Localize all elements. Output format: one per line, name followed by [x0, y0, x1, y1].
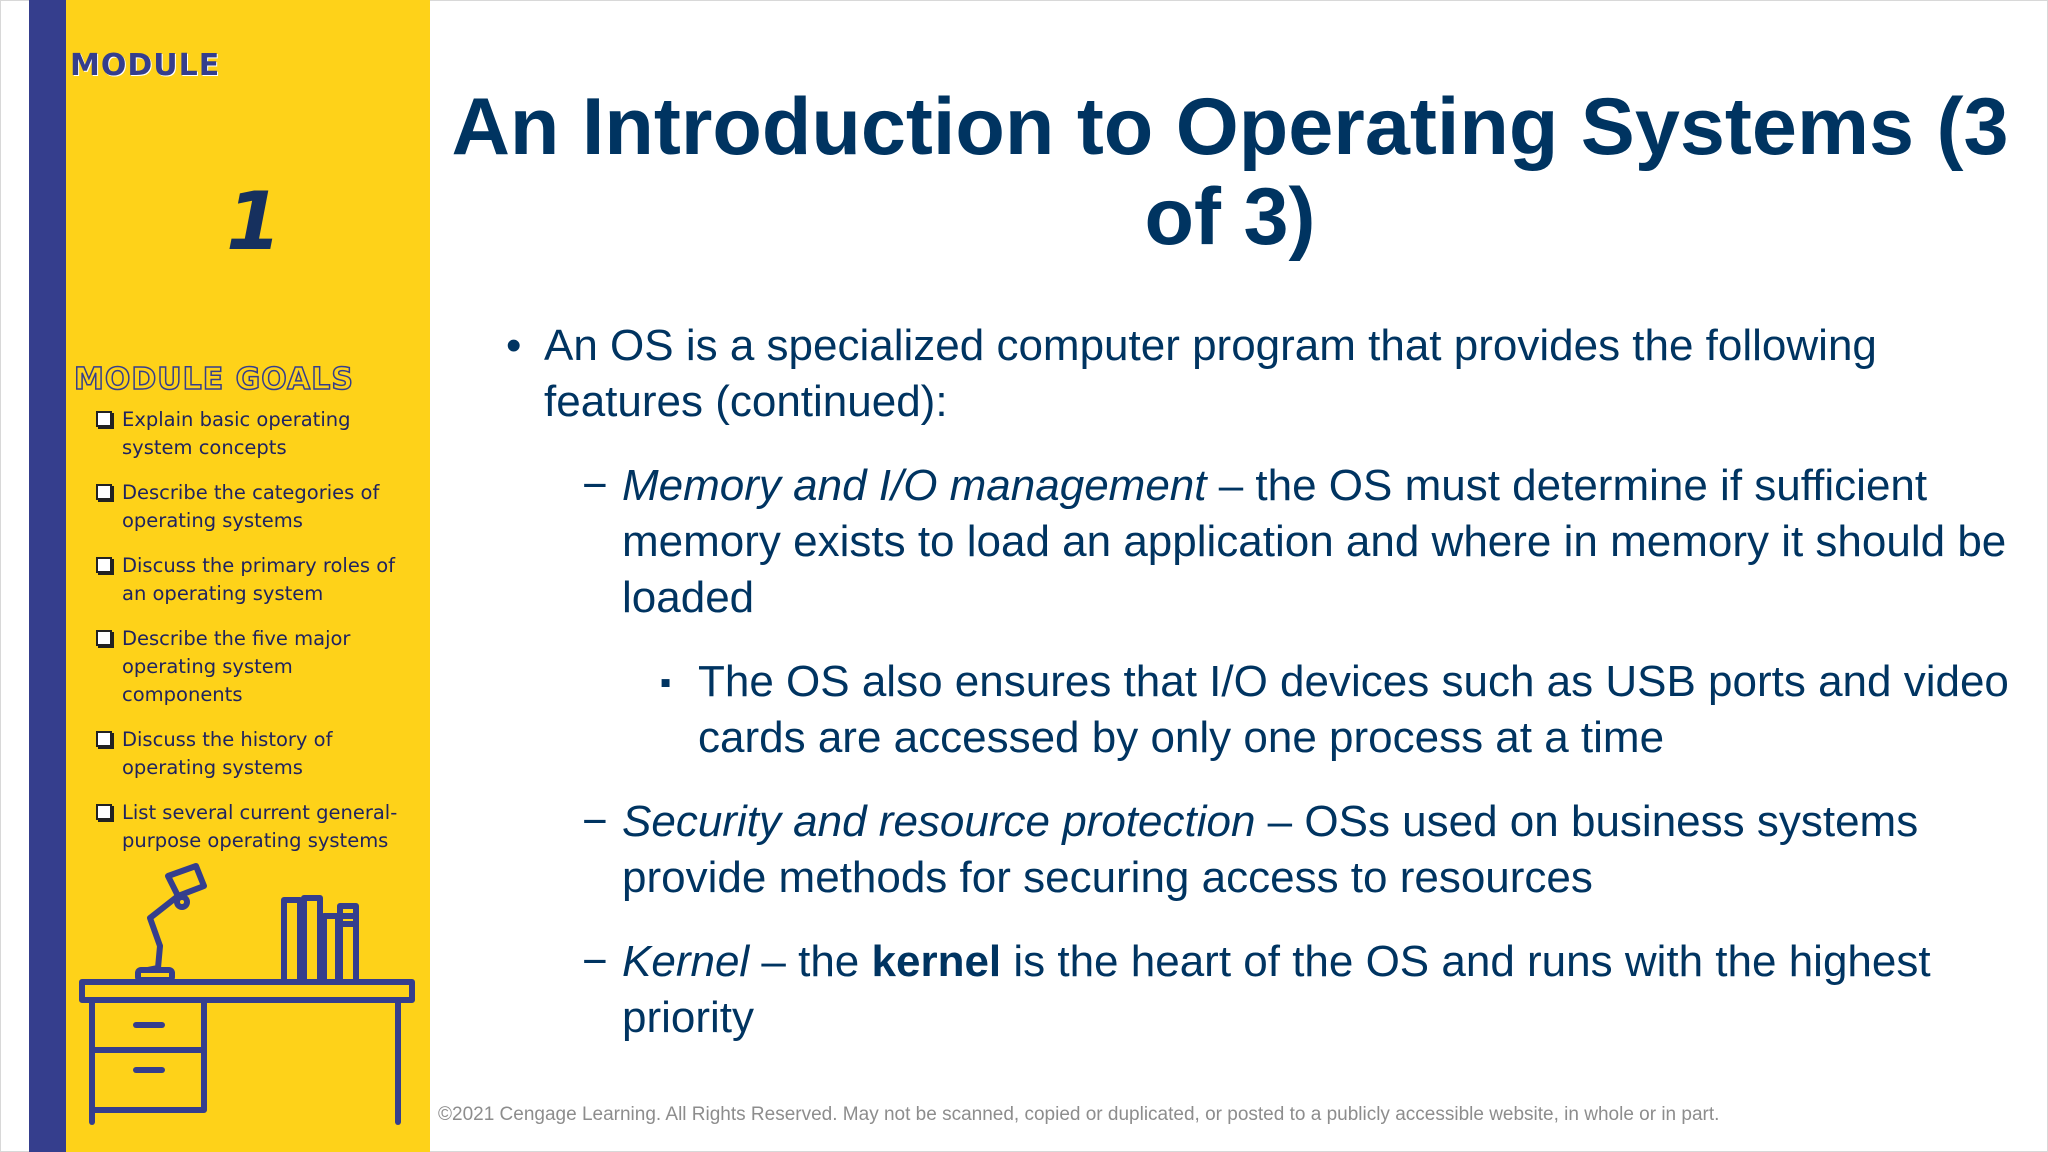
slide-body — [498, 318, 2018, 1074]
checkbox-icon — [96, 731, 112, 747]
memory-text: the OS must determine if sufficient memory exists to load an application and where in memory it should be loaded — [622, 461, 2007, 622]
module-label: MODULE — [70, 48, 221, 83]
kernel-text-post: is the heart of the OS and runs with the highest priority — [622, 937, 1931, 1042]
bullet-memory — [498, 458, 2018, 626]
separator: – — [1255, 797, 1305, 846]
bullet-text: An OS is a specialized computer program that provides the following features (continued): — [544, 321, 1877, 426]
bullet-intro — [498, 318, 2018, 430]
slide-title: An Introduction to Operating Systems (3 of 3) — [451, 82, 2009, 262]
goal-item — [96, 552, 426, 608]
checkbox-icon — [96, 411, 112, 427]
goal-text: Describe the categories of operating systems — [122, 481, 380, 532]
security-text: OSs used on business systems provide methods for securing access to resources — [622, 797, 1919, 902]
kernel-text-pre: the — [798, 937, 872, 986]
goal-text: List several current general-purpose operating systems — [122, 801, 398, 852]
goal-item — [96, 406, 426, 462]
goal-text: Describe the five major operating system components — [122, 627, 351, 706]
sidebar-accent-strip — [29, 0, 66, 1152]
term-memory: Memory and I/O management — [622, 461, 1207, 510]
goal-item — [96, 479, 426, 535]
bullet-icon: • — [506, 321, 522, 370]
goal-text: Discuss the primary roles of an operating system — [122, 554, 395, 605]
kernel-keyword: kernel — [871, 937, 1002, 986]
memory-sub-text: The OS also ensures that I/O devices such as USB ports and video cards are accessed by only one process at a time — [698, 657, 2009, 762]
goal-item — [96, 726, 426, 782]
dash-icon: − — [582, 937, 608, 986]
module-number: 1 — [226, 175, 282, 268]
separator: – — [749, 937, 799, 986]
goal-text: Explain basic operating system concepts — [122, 408, 351, 459]
term-security: Security and resource protection — [622, 797, 1256, 846]
term-kernel: Kernel — [622, 937, 750, 986]
checkbox-icon — [96, 557, 112, 573]
square-bullet-icon: ▪ — [660, 664, 672, 700]
module-goals-title: MODULE GOALS — [74, 362, 354, 397]
dash-icon: − — [582, 461, 608, 510]
desk-lamp-books-icon — [78, 860, 418, 1130]
dash-icon: − — [582, 797, 608, 846]
checkbox-icon — [96, 804, 112, 820]
goal-item — [96, 625, 426, 709]
bullet-memory-sub — [498, 654, 2018, 766]
checkbox-icon — [96, 630, 112, 646]
separator: – — [1206, 461, 1256, 510]
module-goals-list — [96, 406, 426, 872]
goal-item — [96, 799, 426, 855]
bullet-security — [498, 794, 2018, 906]
copyright-notice: ©2021 Cengage Learning. All Rights Reserved. May not be scanned, copied or duplicated, or posted to a publicly accessible website, in whole or in part. — [438, 1104, 1720, 1125]
bullet-kernel — [498, 934, 2018, 1046]
goal-text: Discuss the history of operating systems — [122, 728, 333, 779]
checkbox-icon — [96, 484, 112, 500]
